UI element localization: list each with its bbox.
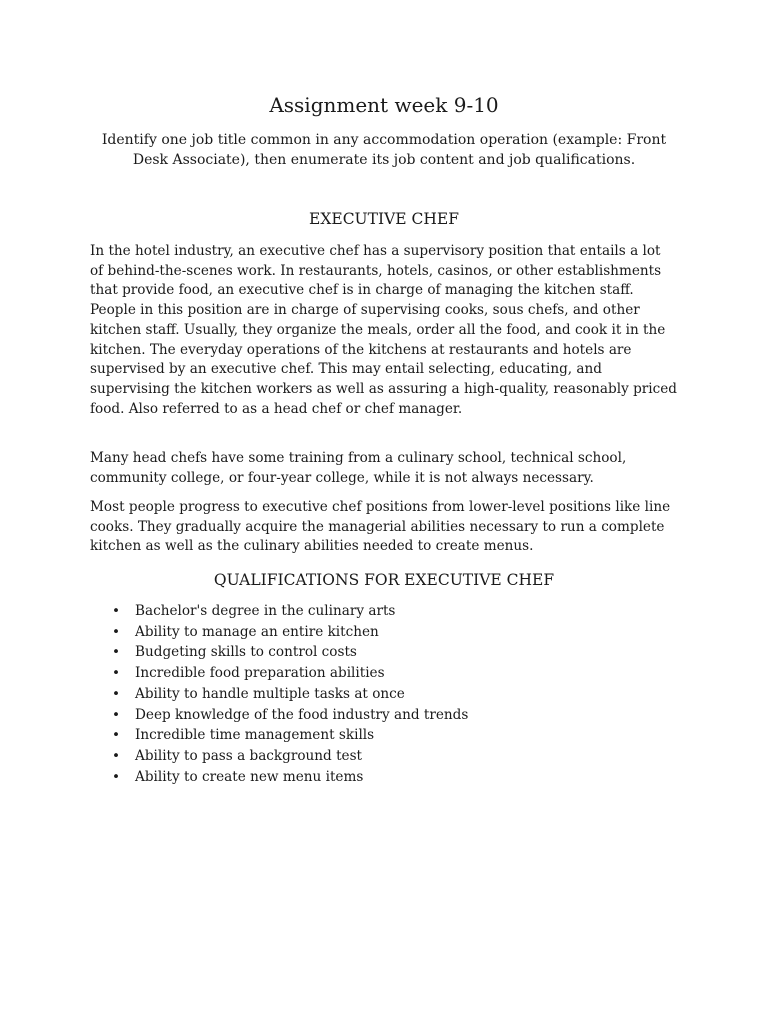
bullet-icon: • bbox=[112, 623, 121, 640]
list-item bbox=[112, 767, 468, 788]
qualifications-list bbox=[112, 601, 468, 787]
list-item bbox=[112, 622, 468, 643]
bullet-icon: • bbox=[112, 685, 121, 702]
qualification-text: Ability to handle multiple tasks at once bbox=[135, 685, 405, 702]
qualification-text: Ability to manage an entire kitchen bbox=[135, 623, 379, 640]
qualification-text: Ability to pass a background test bbox=[135, 747, 363, 764]
bullet-icon: • bbox=[112, 747, 121, 764]
bullet-icon: • bbox=[112, 644, 121, 661]
page-title: Assignment week 9-10 bbox=[269, 93, 499, 117]
qualification-text: Budgeting skills to control costs bbox=[135, 644, 357, 661]
job-heading: EXECUTIVE CHEF bbox=[309, 210, 459, 228]
qualification-text: Incredible food preparation abilities bbox=[135, 665, 385, 682]
bullet-icon: • bbox=[112, 706, 121, 723]
qualification-text: Incredible time management skills bbox=[135, 727, 375, 744]
bullet-icon: • bbox=[112, 665, 121, 682]
list-item bbox=[112, 663, 468, 684]
list-item bbox=[112, 725, 468, 746]
assignment-instructions: Identify one job title common in any accommodation operation (example: Front Desk Associate), then enumerate its job content and job qualifications. bbox=[101, 132, 667, 168]
job-description-paragraph: In the hotel industry, an executive chef has a supervisory position that entails a lot of behind-the-scenes work. In restaurants, hotels, casinos, or other establishments that provide food, an executive chef is in charge of managing the kitchen staff. People in this position are in charge of supervising cooks, sous chefs, and other kitchen staff. Usually, they organize the meals, order all the food, and cook it in the kitchen. The everyday operations of the kitchens at restaurants and hotels are supervised by an executive chef. This may entail selecting, educating, and supervising the kitchen workers as well as assuring a high-quality, reasonably priced food. Also referred to as a head chef or chef manager. bbox=[90, 243, 677, 417]
qualification-text: Ability to create new menu items bbox=[135, 768, 364, 785]
bullet-icon: • bbox=[112, 768, 121, 785]
list-item bbox=[112, 705, 468, 726]
list-item bbox=[112, 684, 468, 705]
career-progression-paragraph: Most people progress to executive chef positions from lower-level positions like line cooks. They gradually acquire the managerial abilities necessary to run a complete kitchen as well as the culinary abilities needed to create menus. bbox=[90, 499, 671, 555]
list-item bbox=[112, 601, 468, 622]
qualifications-heading: QUALIFICATIONS FOR EXECUTIVE CHEF bbox=[213, 571, 555, 589]
qualification-text: Deep knowledge of the food industry and trends bbox=[135, 706, 469, 723]
bullet-icon: • bbox=[112, 727, 121, 744]
list-item bbox=[112, 746, 468, 767]
qualification-text: Bachelor's degree in the culinary arts bbox=[135, 603, 396, 619]
training-paragraph: Many head chefs have some training from a culinary school, technical school, community college, or four-year college, while it is not always necessary. bbox=[90, 450, 627, 486]
list-item bbox=[112, 642, 468, 663]
bullet-icon: • bbox=[112, 603, 121, 619]
